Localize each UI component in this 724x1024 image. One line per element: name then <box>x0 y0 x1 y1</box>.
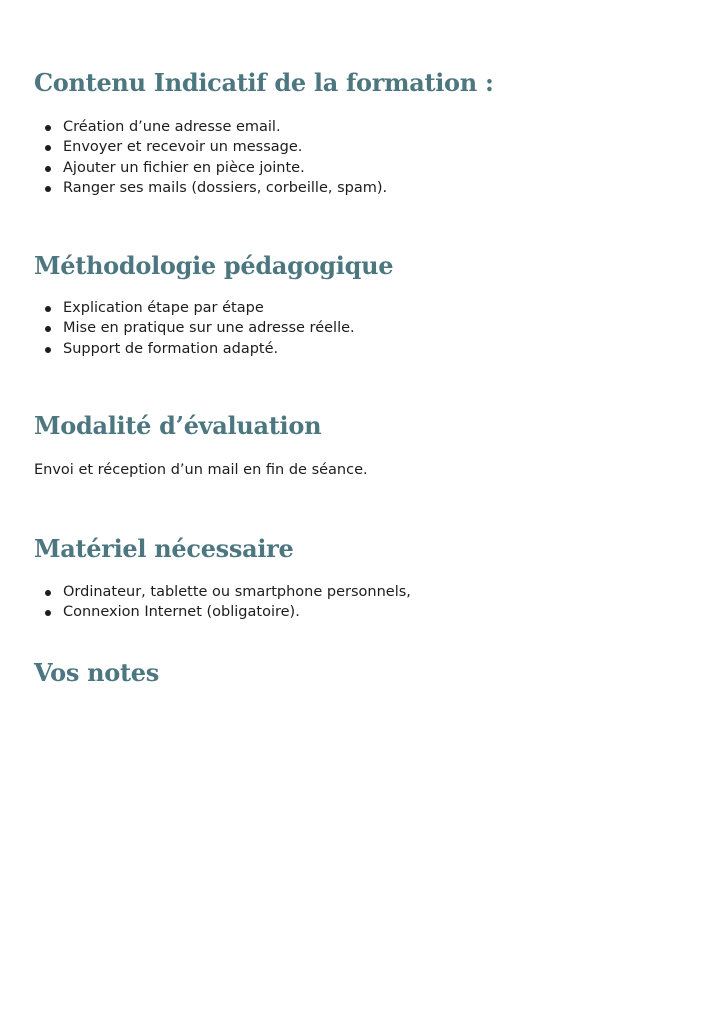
list-item: Ordinateur, tablette ou smartphone personnels, <box>34 582 411 602</box>
list-item: Support de formation adapté. <box>34 339 355 359</box>
contenu-list <box>34 117 387 198</box>
materiel-list <box>34 582 411 623</box>
list-item: Connexion Internet (obligatoire). <box>34 602 411 622</box>
section-title-methodologie: Méthodologie pédagogique <box>34 251 394 280</box>
section-title-contenu: Contenu Indicatif de la formation : <box>34 68 494 97</box>
methodologie-list <box>34 298 355 359</box>
list-item: Mise en pratique sur une adresse réelle. <box>34 318 355 338</box>
section-title-evaluation: Modalité d’évaluation <box>34 411 322 440</box>
list-item: Ajouter un fichier en pièce jointe. <box>34 158 387 178</box>
list-item: Ranger ses mails (dossiers, corbeille, spam). <box>34 178 387 198</box>
list-item: Explication étape par étape <box>34 298 355 318</box>
list-item: Création d’une adresse email. <box>34 117 387 137</box>
list-item: Envoyer et recevoir un message. <box>34 137 387 157</box>
evaluation-text: Envoi et réception d’un mail en fin de séance. <box>34 462 368 478</box>
section-title-notes: Vos notes <box>34 658 159 687</box>
section-title-materiel: Matériel nécessaire <box>34 534 294 563</box>
